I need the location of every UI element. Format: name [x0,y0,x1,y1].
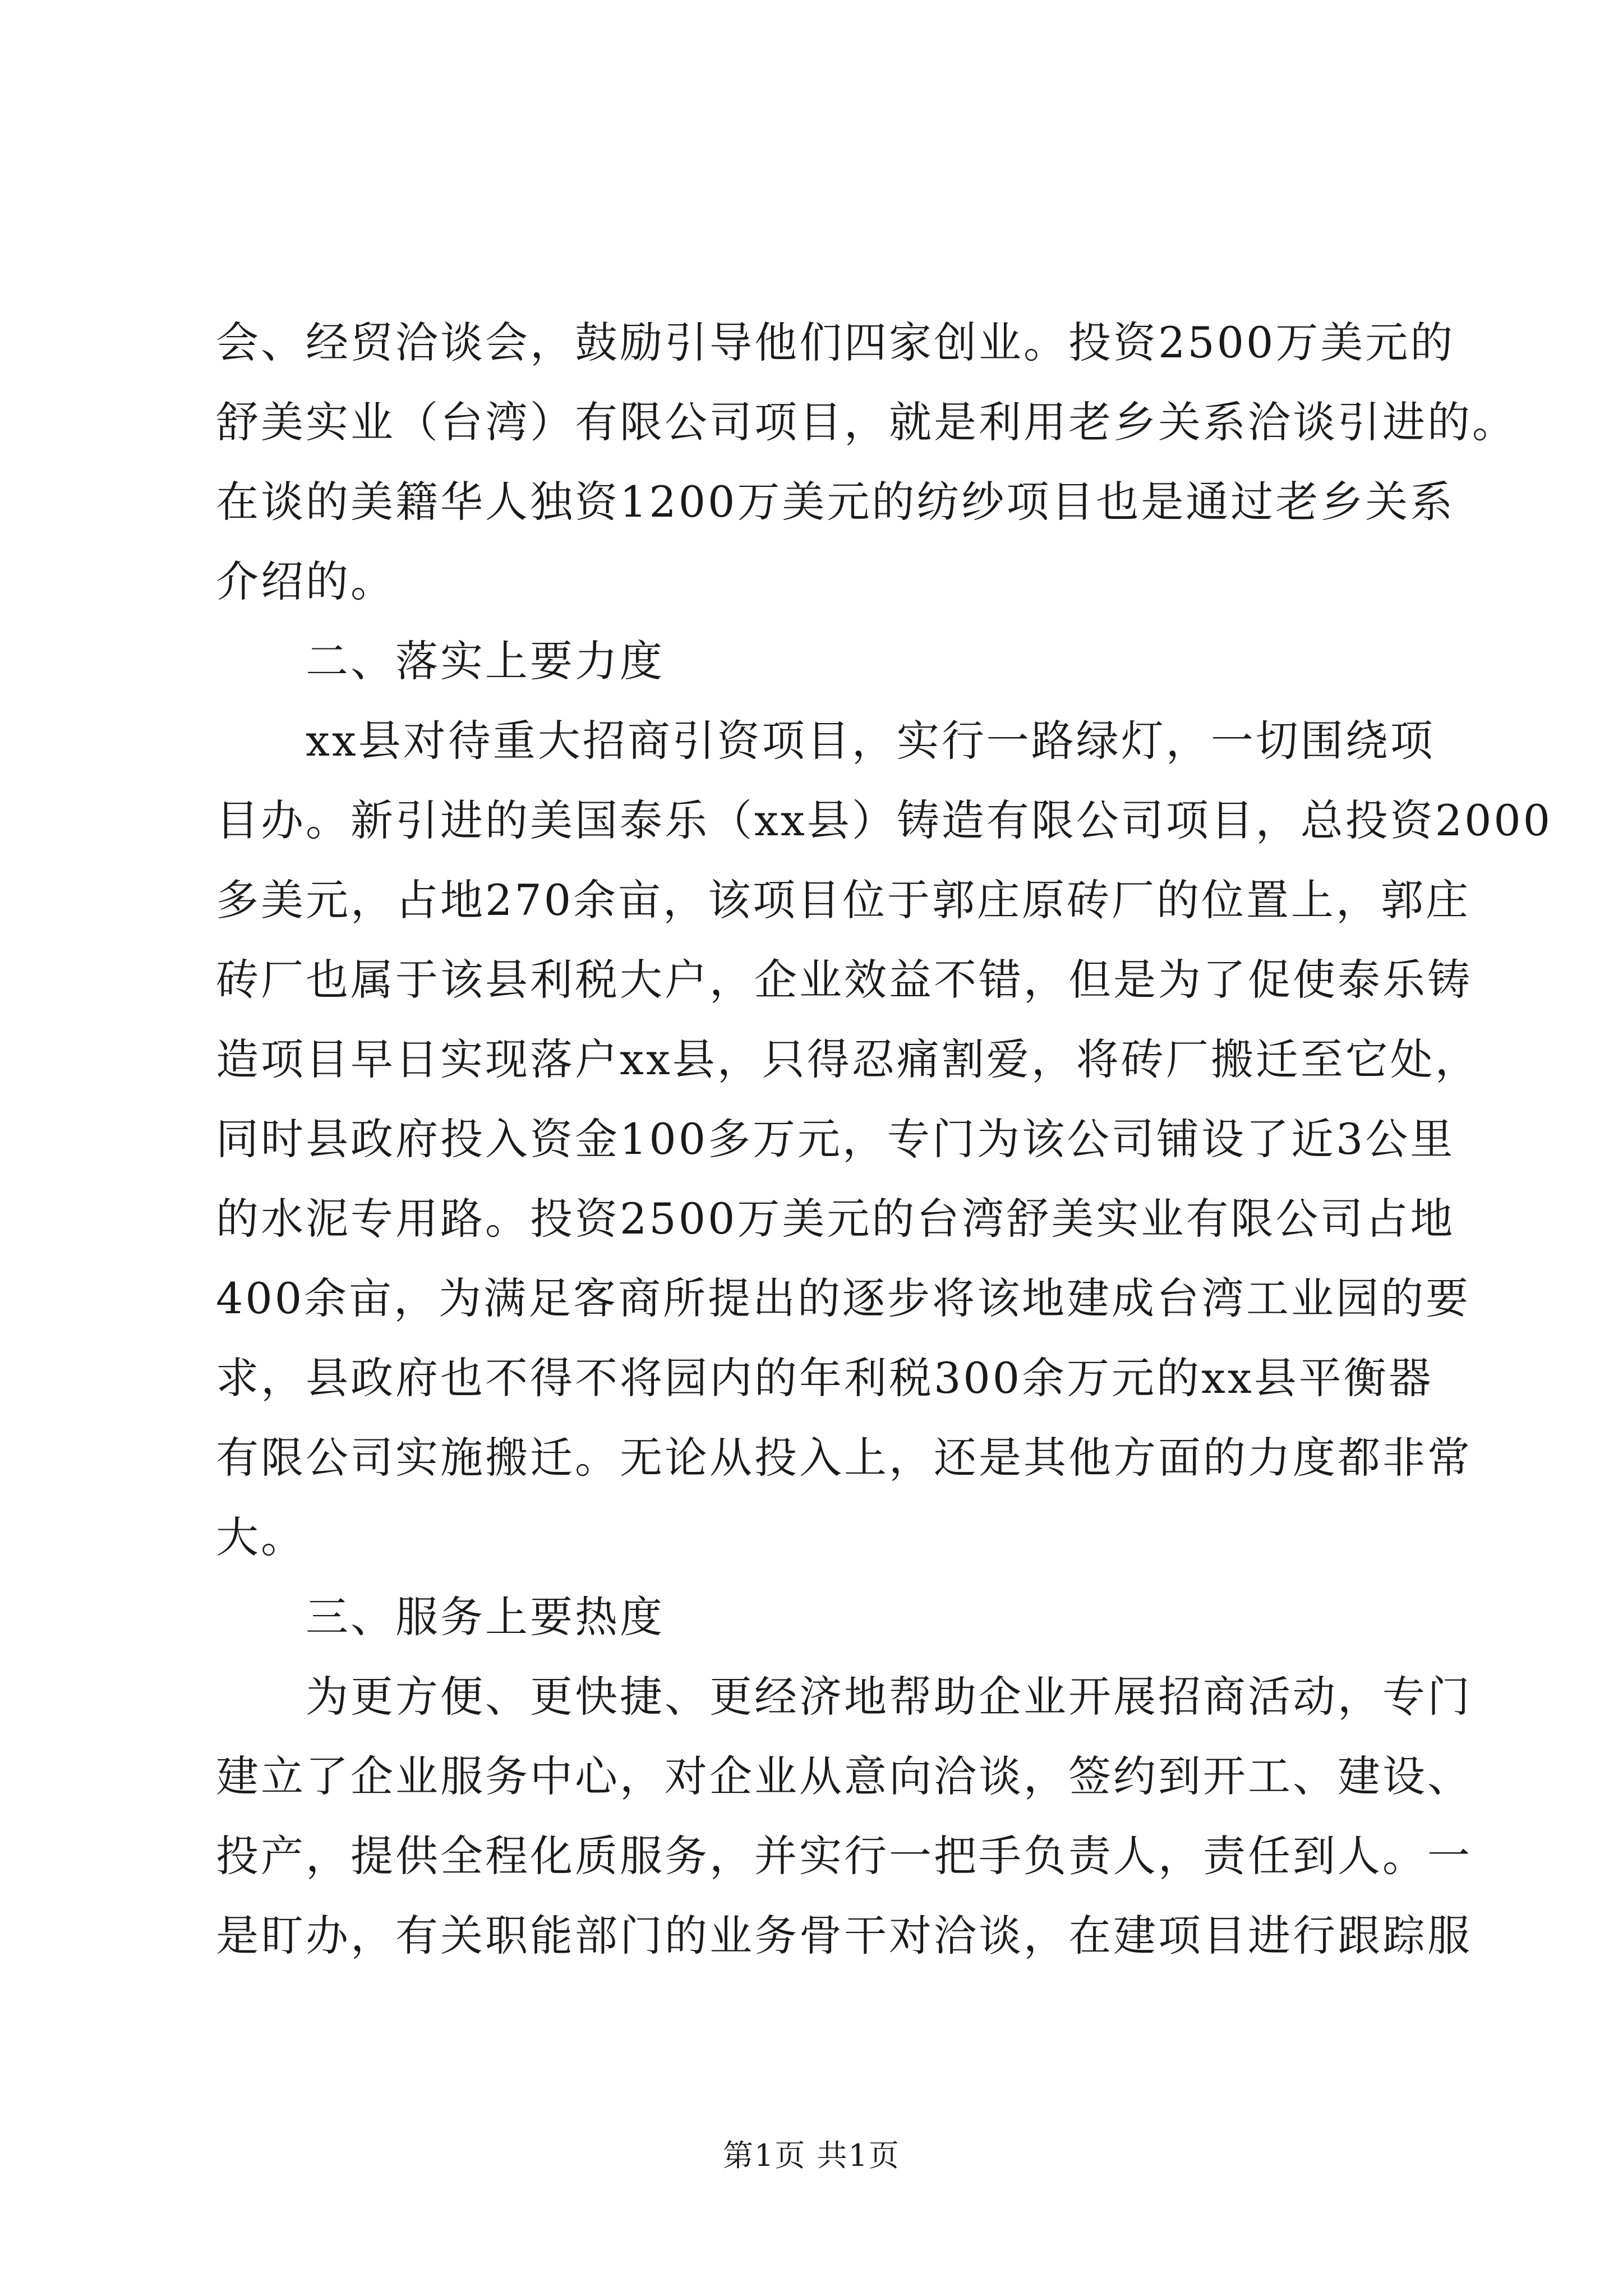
paragraph [216,1577,1427,1657]
text-line: 三、服务上要热度 [306,1592,665,1642]
text-line: xx县对待重大招商引资项目，实行一路绿灯，一切围绕项 [306,716,1435,766]
text-line: 投产，提供全程化质服务，并实行一把手负责人，责任到人。一 [216,1831,1472,1881]
paragraph [216,303,1517,622]
text-line: 砖厂也属于该县利税大户，企业效益不错，但是为了促使泰乐铸 [216,955,1472,1005]
text-line: 目办。新引进的美国泰乐（xx县）铸造有限公司项目，总投资2000 [216,795,1553,845]
text-line: 造项目早日实现落户xx县，只得忍痛割爱，将砖厂搬迁至它处， [216,1034,1480,1084]
text-line: 有限公司实施搬迁。无论从投入上，还是其他方面的力度都非常 [216,1433,1472,1483]
text-line: 400余亩，为满足客商所提出的逐步将该地建成台湾工业园的要 [216,1273,1471,1323]
text-line: 同时县政府投入资金100多万元，专门为该公司铺设了近3公里 [216,1114,1455,1164]
text-line: 建立了企业服务中心，对企业从意向洽谈，签约到开工、建设、 [216,1751,1472,1801]
paragraph [216,1657,1472,1976]
text-line: 舒美实业（台湾）有限公司项目，就是利用老乡关系洽谈引进的。 [216,397,1517,447]
paragraph [216,701,1553,1577]
paragraph [216,622,1427,701]
text-line: 多美元，占地270余亩，该项目位于郭庄原砖厂的位置上，郭庄 [216,875,1471,925]
text-line: 为更方便、更快捷、更经济地帮助企业开展招商活动，专门 [306,1672,1472,1722]
text-line: 的水泥专用路。投资2500万美元的台湾舒美实业有限公司占地 [216,1194,1455,1244]
text-line: 求，县政府也不得不将园内的年利税300余万元的xx县平衡器 [216,1353,1433,1403]
document-body [216,303,1553,1976]
text-line: 二、落实上要力度 [306,636,665,686]
text-line: 在谈的美籍华人独资1200万美元的纺纱项目也是通过老乡关系 [216,477,1455,527]
text-line: 介绍的。 [216,556,395,606]
text-line: 会、经贸洽谈会，鼓励引导他们四家创业。投资2500万美元的 [216,318,1455,367]
page-footer: 第1页 共1页 [723,2138,900,2173]
text-line: 大。 [216,1512,306,1562]
text-line: 是盯办，有关职能部门的业务骨干对洽谈，在建项目进行跟踪服 [216,1911,1472,1961]
